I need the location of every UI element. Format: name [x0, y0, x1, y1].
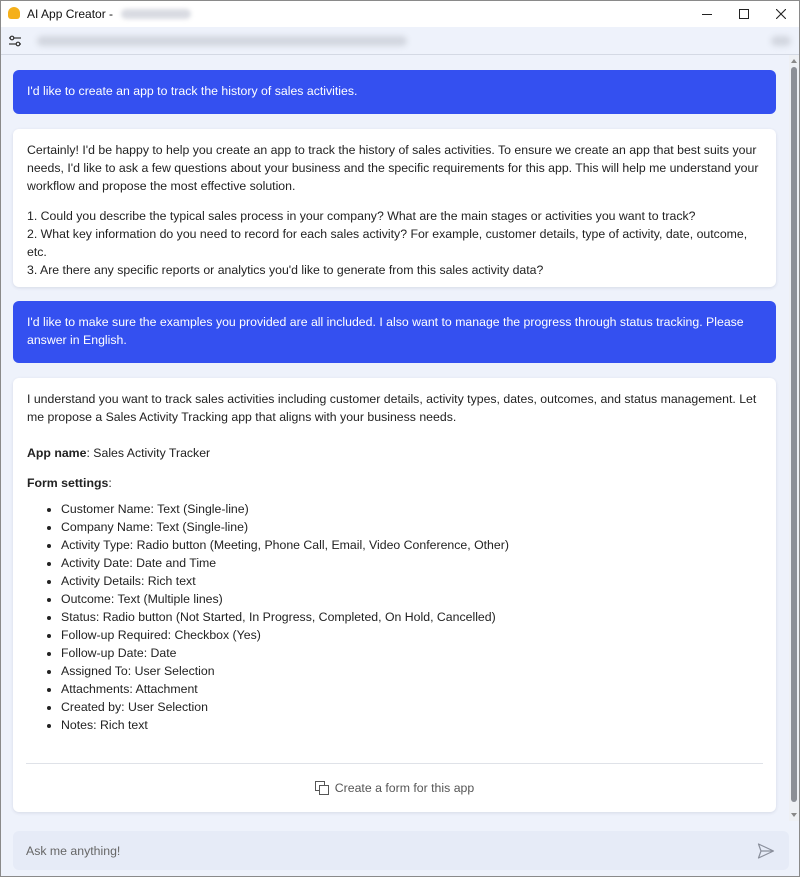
- form-field-item: • Activity Details: Rich text: [61, 572, 762, 590]
- maximize-icon: [739, 9, 749, 19]
- scroll-up-arrow-icon[interactable]: [791, 59, 797, 63]
- app-name-label: App name: [27, 446, 87, 460]
- chat-input-bar: [13, 831, 789, 870]
- close-button[interactable]: [762, 1, 799, 27]
- form-settings-heading: Form settings:: [27, 476, 112, 490]
- form-field-item: • Follow-up Required: Checkbox (Yes): [61, 626, 762, 644]
- assistant-message: [13, 378, 776, 812]
- form-field-item: • Notes: Rich text: [61, 716, 762, 734]
- user-message: [13, 70, 776, 114]
- window-controls: [688, 1, 799, 27]
- minimize-button[interactable]: [688, 1, 725, 27]
- user-message-text: I'd like to create an app to track the history of sales activities.: [27, 84, 358, 98]
- minimize-icon: [702, 9, 712, 19]
- form-field-item: • Assigned To: User Selection: [61, 662, 762, 680]
- assistant-message-intro: I understand you want to track sales activities including customer details, activity types, dates, outcomes, and status management. Let me propose a Sales Activity Tracking app that aligns with your business needs.: [27, 392, 757, 424]
- question-item: 2. What key information do you need to record for each sales activity? For example, customer details, type of activity, date, outcome, etc.: [27, 227, 748, 259]
- create-form-button[interactable]: [13, 779, 776, 797]
- app-name-value: : Sales Activity Tracker: [86, 446, 211, 460]
- send-button[interactable]: [755, 840, 777, 862]
- form-settings-label: Form settings: [27, 476, 109, 490]
- app-name-line: [27, 444, 762, 462]
- assistant-message-intro: Certainly! I'd be happy to help you create an app to track the history of sales activities. To ensure we create an app that best suits your needs, I'd like to ask a few questions about your business and the specific requirements for this app. This will help me understand your workflow and propose the most effective solution.: [27, 143, 759, 193]
- form-field-item: • Outcome: Text (Multiple lines): [61, 590, 762, 608]
- blurred-toolbar-button[interactable]: [771, 36, 791, 46]
- form-field-item: • Customer Name: Text (Single-line): [61, 500, 762, 518]
- close-icon: [776, 9, 786, 19]
- create-form-label: Create a form for this app: [334, 781, 475, 795]
- scroll-thumb[interactable]: [791, 67, 797, 802]
- copy-form-icon: [315, 781, 329, 795]
- chat-scrollbar[interactable]: [789, 55, 799, 821]
- settings-sliders-icon[interactable]: [7, 33, 23, 49]
- user-message-text: I'd like to make sure the examples you provided are all included. I also want to manage the progress through status tracking. Please answer in English.: [27, 315, 744, 347]
- blurred-toolbar-text: [37, 36, 407, 46]
- toolbar: [1, 27, 799, 55]
- form-field-item: • Follow-up Date: Date: [61, 644, 762, 662]
- scroll-down-arrow-icon[interactable]: [791, 813, 797, 817]
- blurred-title-suffix: [121, 9, 191, 19]
- question-item: 1. Could you describe the typical sales process in your company? What are the main stages or activities you want to track?: [27, 209, 696, 223]
- assistant-message: [13, 129, 776, 287]
- chat-thread: [1, 55, 789, 821]
- user-message: [13, 301, 776, 363]
- form-field-item: • Created by: User Selection: [61, 698, 762, 716]
- chat-input[interactable]: [13, 843, 755, 859]
- maximize-button[interactable]: [725, 1, 762, 27]
- form-field-list: [27, 500, 762, 734]
- form-field-item: • Status: Radio button (Not Started, In Progress, Completed, On Hold, Cancelled): [61, 608, 762, 626]
- form-field-item: • Attachments: Attachment: [61, 680, 762, 698]
- title-bar: [1, 1, 799, 27]
- form-field-item: • Company Name: Text (Single-line): [61, 518, 762, 536]
- send-icon: [757, 842, 775, 860]
- app-logo-icon: [8, 7, 20, 19]
- form-field-item: • Activity Type: Radio button (Meeting, Phone Call, Email, Video Conference, Other): [61, 536, 762, 554]
- form-field-item: • Activity Date: Date and Time: [61, 554, 762, 572]
- window-title: AI App Creator -: [27, 7, 114, 21]
- question-item: 3. Are there any specific reports or analytics you'd like to generate from this sales activity data?: [27, 263, 544, 277]
- divider: [26, 763, 763, 764]
